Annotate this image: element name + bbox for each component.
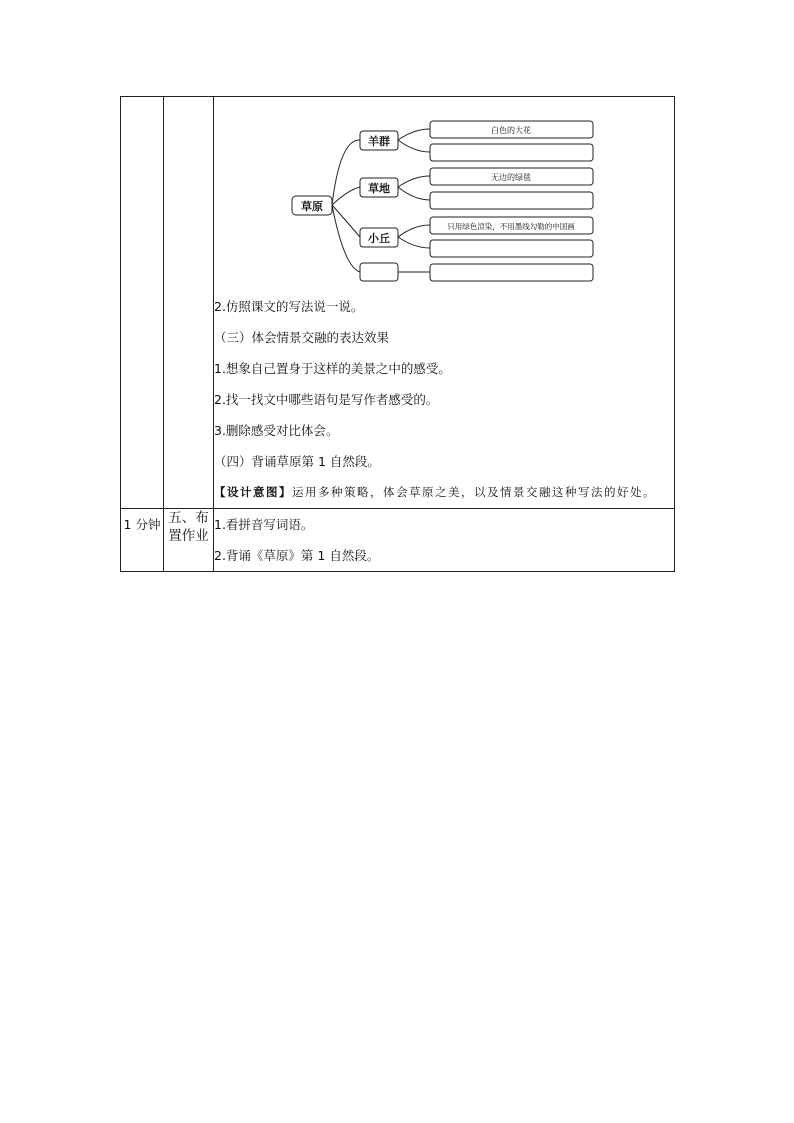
table-row xyxy=(121,97,675,509)
content-line-1: 2.仿照课文的写法说一说。 xyxy=(214,299,364,314)
homework-line-2: 2.背诵《草原》第 1 自然段。 xyxy=(214,548,380,563)
branch-node-3 xyxy=(360,228,398,247)
mind-map-diagram xyxy=(214,97,684,291)
design-intent-heading: 【设计意图】 xyxy=(214,485,292,499)
mind-map xyxy=(214,97,674,291)
connector-b3-leaf2 xyxy=(398,237,430,248)
mind-map-root-node xyxy=(292,196,332,215)
connector-b2-leaf2 xyxy=(398,187,430,200)
design-intent xyxy=(214,477,674,508)
table-row xyxy=(121,509,675,572)
leaf-label: 无边的绿毯 xyxy=(491,173,531,182)
branch-node-label: 草地 xyxy=(368,182,390,195)
branch-node-label: 小丘 xyxy=(368,232,390,245)
branch-node-4-blank xyxy=(360,263,398,281)
connector-b1-leaf1 xyxy=(398,129,430,140)
homework-line-1: 1.看拼音写词语。 xyxy=(214,517,314,532)
time-cell: 1 分钟 xyxy=(121,509,164,572)
connector-root-branch-2 xyxy=(332,187,360,205)
leaf-box-4-1-blank xyxy=(430,264,593,281)
connector-b2-leaf1 xyxy=(398,176,430,187)
time-cell-empty xyxy=(121,97,164,509)
connector-root-branch-1 xyxy=(332,140,360,205)
leaf-box-3-1 xyxy=(430,217,593,234)
step-cell-empty xyxy=(164,97,214,509)
branch-node-label: 羊群 xyxy=(368,135,390,148)
design-intent-text: 运用多种策略，体会草原之美，以及情景交融这种写法的好处。 xyxy=(292,485,656,499)
branch-node-1 xyxy=(360,131,398,150)
connector-root-branch-4 xyxy=(332,205,360,272)
connector-root-branch-3 xyxy=(332,205,360,237)
content-line-6: （四）背诵草原第 1 自然段。 xyxy=(214,454,380,469)
lesson-plan-table xyxy=(120,96,675,572)
root-node-label: 草原 xyxy=(301,200,323,213)
content-line-4: 2.找一找文中哪些语句是写作者感受的。 xyxy=(214,392,439,407)
leaf-box-2-2-blank xyxy=(430,192,593,209)
activity-cell xyxy=(214,97,675,509)
leaf-box-2-1 xyxy=(430,168,593,185)
branch-node-2 xyxy=(360,178,398,197)
leaf-label: 白色的大花 xyxy=(491,126,531,135)
step-cell: 五、布置作业 xyxy=(164,509,214,572)
leaf-label: 只用绿色渲染，不用墨线勾勒的中国画 xyxy=(447,222,575,231)
content-line-2: （三）体会情景交融的表达效果 xyxy=(214,330,390,345)
homework-cell xyxy=(214,509,675,572)
leaf-box-3-2-blank xyxy=(430,240,593,257)
content-line-5: 3.删除感受对比体会。 xyxy=(214,423,339,438)
leaf-box-1-1 xyxy=(430,121,593,138)
connector-b3-leaf1 xyxy=(398,225,430,237)
connector-b1-leaf2 xyxy=(398,140,430,152)
content-line-3: 1.想象自己置身于这样的美景之中的感受。 xyxy=(214,361,451,376)
leaf-box-1-2-blank xyxy=(430,144,593,161)
